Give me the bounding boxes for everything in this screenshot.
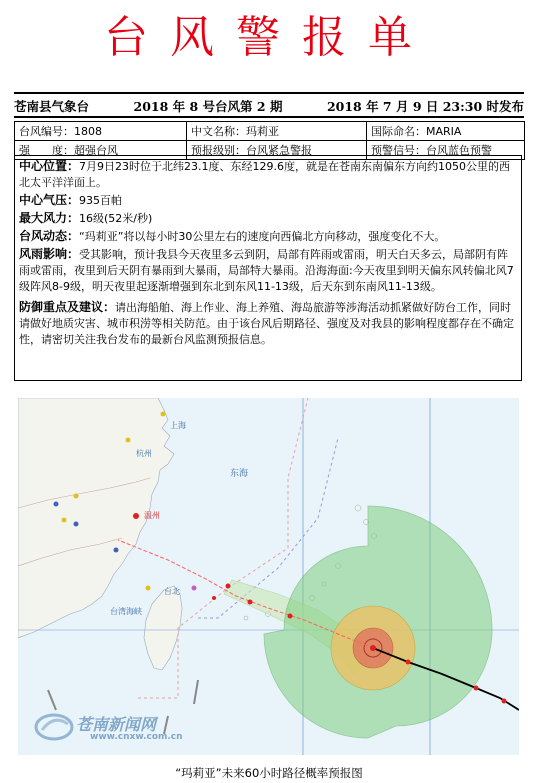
wind-label: 最大风力： bbox=[19, 211, 80, 225]
impact-label: 风雨影响： bbox=[19, 247, 80, 261]
trend-label: 台风动态： bbox=[19, 229, 80, 243]
label-strait: 台湾海峡 bbox=[110, 607, 142, 616]
wind-text: 16级(52米/秒) bbox=[79, 212, 153, 225]
cn-name-cell bbox=[187, 122, 367, 141]
watermark bbox=[34, 710, 204, 746]
typhoon-current-center bbox=[370, 645, 376, 651]
map-caption: “玛莉亚”未来60小时路径概率预报图 bbox=[175, 766, 363, 780]
center-paragraph bbox=[19, 158, 517, 191]
strength: 超强台风 bbox=[74, 144, 118, 157]
pressure-text: 935百帕 bbox=[79, 194, 123, 207]
center-text: 7月9日23时位于北纬23.1度、东经129.6度，就是在苍南东南偏东方向约1050公里的西北太平洋洋面上。 bbox=[19, 160, 510, 189]
typhoon-number-label: 台风编号： bbox=[19, 125, 74, 138]
trend-text: “玛莉亚”将以每小时30公里左右的速度向西偏北方向移动，强度变化不大。 bbox=[79, 230, 446, 243]
typhoon-number-cell bbox=[15, 122, 187, 141]
intl-name-cell bbox=[367, 122, 525, 141]
impact-text: 受其影响，预计我县今天夜里多云到阴，局部有阵雨或雷雨，明天白天多云，局部阴有阵雨或雷雨，夜里到后天阴有暴雨到大暴雨，局部特大暴雨。沿海海面:今天夜里到明天偏东风转偏北风7级阵风8-9级，明天夜里起逐渐增强到东北到东风11-13级，后天东到东南风11-13级。 bbox=[19, 248, 514, 293]
strength-label: 强 度： bbox=[19, 144, 74, 157]
defense-paragraph bbox=[19, 299, 517, 348]
label-shanghai: 上海 bbox=[170, 421, 186, 430]
details-box bbox=[14, 155, 522, 381]
intl-name: MARIA bbox=[426, 125, 462, 138]
issuer: 苍南县气象台 bbox=[14, 99, 90, 114]
pressure-paragraph bbox=[19, 192, 517, 209]
label-wenzhou: 温州 bbox=[144, 511, 160, 520]
cn-name-label: 中文名称： bbox=[191, 125, 246, 138]
forecast-map bbox=[18, 398, 519, 755]
watermark-name: 苍南新闻网 bbox=[76, 715, 157, 734]
issue-line bbox=[14, 97, 524, 115]
trend-paragraph bbox=[19, 228, 517, 245]
impact-paragraph bbox=[19, 246, 517, 295]
page-title: 台风警报单 bbox=[104, 12, 434, 63]
label-donghai: 东海 bbox=[230, 469, 249, 479]
issue-number: 2018 年 8 号台风第 2 期 bbox=[133, 99, 283, 114]
signal-label: 预警信号： bbox=[371, 144, 426, 157]
top-rule bbox=[14, 92, 524, 94]
info-row-1 bbox=[15, 122, 525, 141]
center-label: 中心位置： bbox=[19, 159, 80, 173]
level: 台风紧急警报 bbox=[246, 144, 312, 157]
defense-text: 请出海船舶、海上作业、海上养殖、海岛旅游等涉海活动抓紧做好防台工作，同时请做好地质灾害、城市积涝等相关防范。由于该台风后期路径、强度及对我县的影响程度都存在不确定性，请密切关注我台发布的最新台风监测预报信息。 bbox=[19, 301, 514, 346]
defense-label: 防御重点及建议： bbox=[19, 300, 116, 314]
intl-name-label: 国际命名： bbox=[371, 125, 426, 138]
issue-time: 2018 年 7 月 9 日 23:30 时发布 bbox=[326, 99, 524, 114]
signal: 台风蓝色预警 bbox=[426, 144, 492, 157]
issue-rule bbox=[14, 116, 524, 118]
label-taibei: 台北 bbox=[164, 587, 180, 596]
wind-paragraph bbox=[19, 210, 517, 227]
map-svg bbox=[18, 398, 519, 755]
level-label: 预报级别： bbox=[191, 144, 246, 157]
watermark-logo-icon bbox=[34, 710, 74, 744]
label-hangzhou: 杭州 bbox=[136, 449, 152, 458]
pressure-label: 中心气压： bbox=[19, 193, 80, 207]
typhoon-number: 1808 bbox=[74, 125, 102, 138]
cn-name: 玛莉亚 bbox=[246, 125, 279, 138]
watermark-url: www.cnxw.com.cn bbox=[90, 732, 183, 742]
